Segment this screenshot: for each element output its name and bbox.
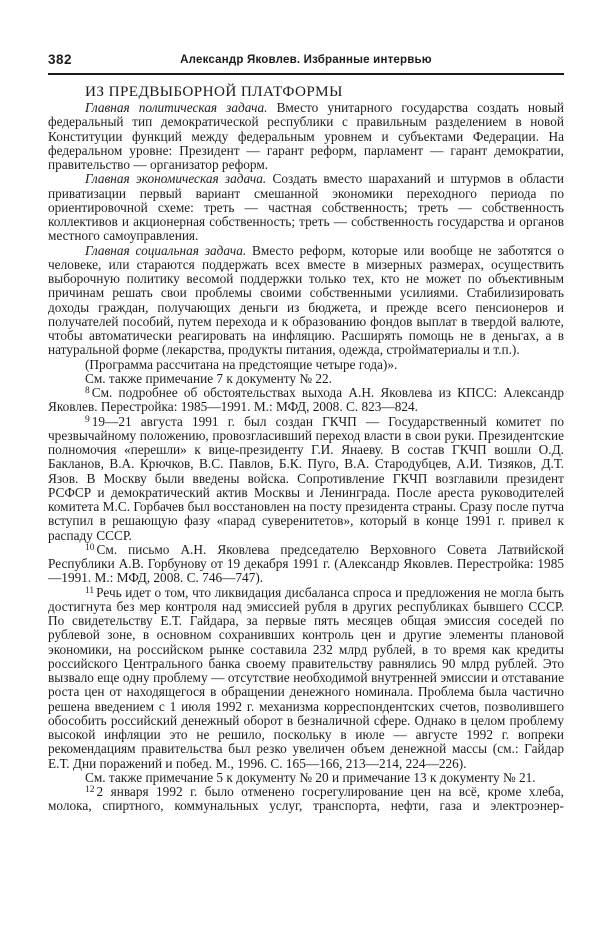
footnote-paragraph: $^8$ См. подробнее об обстоятельствах выхода А.Н. Яковлева из КПСС: Александр Яковлев. Перестройка: 1985—1991. М.: МФД, 2008. С. 823—824. — [48, 385, 564, 415]
footnote-paragraph: $^{12}$ 2 января 1992 г. было отменено госрегулирование цен на всё, кроме хлеба, молока, спиртного, коммунальных услуг, транспорта, нефти, газа и электроэнер- — [48, 784, 564, 814]
page-body — [48, 83, 564, 814]
footnote-marker: 11 — [85, 585, 95, 596]
italic-lead: Главная социальная задача. — [85, 242, 247, 258]
footnote-paragraph: $^9$ 19—21 августа 1991 г. был создан ГКЧП — Государственный комитет по чрезвычайному положению, провозгласивший переход власти в свои руки. Президентские полномочия «перешли» к вице-президенту Г.И. Янаеву. В состав ГКЧП вошли О.Д. Бакланов, В.А. Крючков, В.С. Павлов, Б.К. Пуго, В.А. Стародубцев, А.И. Тизяков, Д.Т. Язов. В Москву были введены войска. Сопротивление ГКЧП возглавили президент РСФСР и демократический актив Москвы и Ленинграда. После ареста руководителей комитета М.С. Горбачев был восстановлен на посту президента страны. Сразу после путча вступил в решающую фазу «парад суверенитетов», который в конце 1991 г. привел к распаду СССР. — [48, 413, 564, 543]
footnote-marker: 12 — [85, 785, 95, 795]
footnote-marker: 10 — [85, 542, 95, 553]
body-paragraph: Главная социальная задача. Вместо реформ, которые или вообще не заботятся о человеке, или стараются поддержать всех вместе в мизерных размерах, осуществить выборочную политику весомой поддержки только тех, кто не может по объективным причинам решать свои проблемы своими собственными усилиями. Стабилизировать доходы граждан, получающих деньги из бюджета, и прежде всего пенсионеров и получателей пособий, путем перехода и к образованию фондов выплат в твердой валюте, чтобы автоматически реагировать на инфляцию. Расширять помощь не в деньгах, а в натуральной форме (лекарства, продукты питания, одежда, стройматериалы и т.п.). — [48, 242, 564, 358]
footnote-paragraph: $^{11}$ Речь идет о том, что ликвидация дисбаланса спроса и предложения не могла быть достигнута без мер контроля над эмиссией рубля в других республиках бывшего СССР. По свидетельству Е.Т. Гайдара, за первые пять месяцев общая эмиссия соседей по рублевой зоне, в основном сохранивших контроль цен и другие элементы плановой экономики, на российском рынке составила 232 млрд рублей, в то время как кредиты российского Центрального банка своему правительству равнялись 90 млрд рублей. Это вызвало еще одну проблему — отсутствие необходимой внутренней эмиссии и отставание роста цен от находящегося в обращении денежного номинала. Проблема была частично решена введением с 1 июля 1992 г. механизма корреспондентских счетов, позволившего обособить российский денежный оборот в безналичной сфере. Однако в целом проблему высокой инфляции это не решило, поскольку в июле — августе 1992 г. вопреки рекомендациям правительства был резко увеличен объем денежной массы (см.: Гайдар Е.Т. Дни поражений и побед. М., 1996. С. 165—166, 213—214, 224—226). — [48, 584, 564, 771]
paragraphs-container — [48, 101, 564, 814]
italic-lead: Главная политическая задача. — [85, 100, 268, 115]
body-paragraph: Главная политическая задача. Вместо унитарного государства создать новый федеральный тип демократической республики с правильным разделением в новой Конституции функций между федеральным уровнем и субъектами Федерации. На федеральном уровне: Президент — гарант реформ, парламент — гарант демократии, правительство — организатор реформ. — [48, 100, 564, 172]
section-title: ИЗ ПРЕДВЫБОРНОЙ ПЛАТФОРМЫ — [85, 83, 343, 100]
footnote-marker: 9 — [85, 414, 90, 425]
footnote-marker: 8 — [85, 386, 90, 396]
body-paragraph: Главная экономическая задача. Создать вместо шараханий и штурмов в области приватизации первый вариант смешанной экономики переходного периода по ориентировочной схеме: треть — частная собственность; треть — собственность коллективов и акционерная собственность; треть — собственность государства и органов местного самоуправления. — [48, 171, 564, 244]
footnote-paragraph: $^{10}$ См. письмо А.Н. Яковлева председателю Верховного Совета Латвийской Республики А.В. Горбунову от 19 декабря 1991 г. (Александр Яковлев. Перестройка: 1985—1991. М.: МФД, 2008. С. 746—747). — [48, 541, 564, 586]
text-block — [48, 52, 564, 814]
page-number: 382 — [48, 52, 73, 67]
italic-lead: Главная экономическая задача. — [85, 171, 267, 187]
page-header — [48, 52, 564, 75]
running-title: Александр Яковлев. Избранные интервью — [180, 54, 432, 66]
body-paragraph: (Программа рассчитана на предстоящие четыре года)». — [85, 356, 398, 372]
body-paragraph: См. также примечание 7 к документу № 22. — [85, 370, 333, 386]
body-paragraph: См. также примечание 5 к документу № 20 и примечание 13 к документу № 21. — [85, 769, 536, 785]
